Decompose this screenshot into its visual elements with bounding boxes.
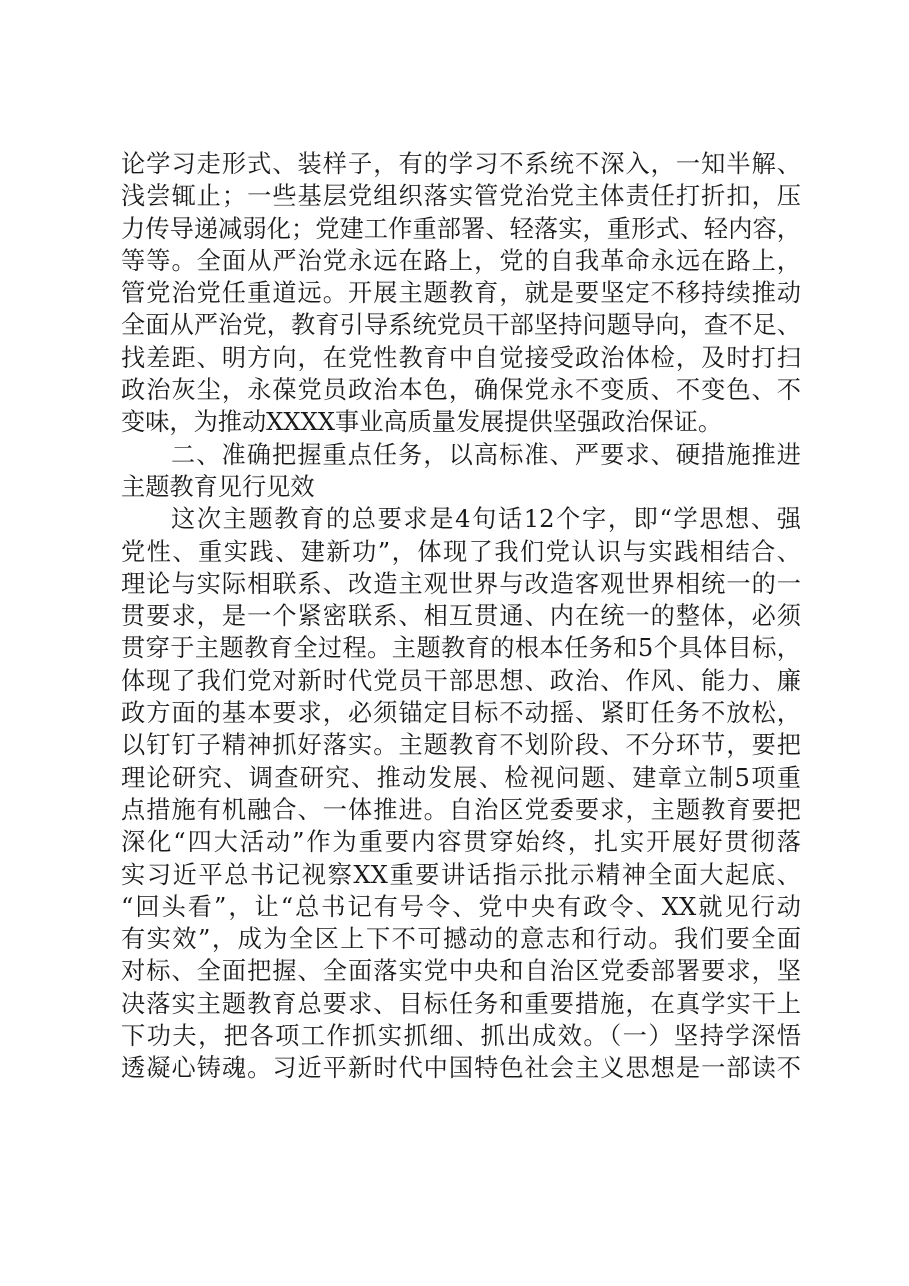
text-line: 深化“四大活动”作为重要内容贯穿始终，扎实开展好贯彻落 [121,828,801,857]
text-line: 这次主题教育的总要求是4句话12个字，即“学思想、强 [171,505,801,534]
text-line: 政治灰尘，永葆党员政治本色，确保党永不变质、不变色、不 [121,376,801,405]
text-line: 有实效”，成为全区上下不可撼动的意志和行动。我们要全面 [121,925,801,954]
text-line: 点措施有机融合、一体推进。自治区党委要求，主题教育要把 [121,795,801,824]
text-line: 管党治党任重道远。开展主题教育，就是要坚定不移持续推动 [121,279,801,308]
text-line: 变味，为推动XXXX事业高质量发展提供坚强政治保证。 [121,408,723,437]
text-line: 政方面的基本要求，必须锚定目标不动摇、紧盯任务不放松， [121,699,801,728]
text-line: 理论与实际相联系、改造主观世界与改造客观世界相统一的一 [121,569,801,598]
text-line: 以钉钉子精神抓好落实。主题教育不划阶段、不分环节，要把 [121,731,801,760]
text-line: 等等。全面从严治党永远在路上，党的自我革命永远在路上， [121,246,801,275]
text-line: 贯要求，是一个紧密联系、相互贯通、内在统一的整体，必须 [121,602,801,631]
text-line: 决落实主题教育总要求、目标任务和重要措施，在真学实干上 [121,989,801,1018]
body-text [121,148,801,1085]
text-line: 下功夫，把各项工作抓实抓细、抓出成效。（一）坚持学深悟 [121,1022,801,1051]
section-heading-line: 二、准确把握重点任务，以高标准、严要求、硬措施推进 [171,440,801,469]
text-line: 党性、重实践、建新功”，体现了我们党认识与实践相结合、 [121,537,801,566]
text-line: 全面从严治党，教育引导系统党员干部坚持问题导向，查不足、 [121,311,801,340]
text-line: 力传导递减弱化；党建工作重部署、轻落实，重形式、轻内容， [121,214,801,243]
section-heading-line: 主题教育见行见效 [121,472,315,501]
text-line: 体现了我们党对新时代党员干部思想、政治、作风、能力、廉 [121,666,801,695]
text-line: 实习近平总书记视察XX重要讲话指示批示精神全面大起底、 [121,860,801,889]
text-line: “回头看”，让“总书记有号令、党中央有政令、XX就见行动 [121,892,801,921]
text-line: 贯穿于主题教育全过程。主题教育的根本任务和5个具体目标， [121,634,801,663]
text-line: 论学习走形式、装样子，有的学习不系统不深入，一知半解、 [121,150,801,178]
text-line: 找差距、明方向，在党性教育中自觉接受政治体检，及时打扫 [121,343,801,372]
text-line: 透凝心铸魂。习近平新时代中国特色社会主义思想是一部读不 [121,1054,801,1083]
text-line: 对标、全面把握、全面落实党中央和自治区党委部署要求，坚 [121,957,801,986]
text-line: 浅尝辄止；一些基层党组织落实管党治党主体责任打折扣，压 [121,182,801,211]
text-line: 理论研究、调查研究、推动发展、检视问题、建章立制5项重 [121,763,801,792]
